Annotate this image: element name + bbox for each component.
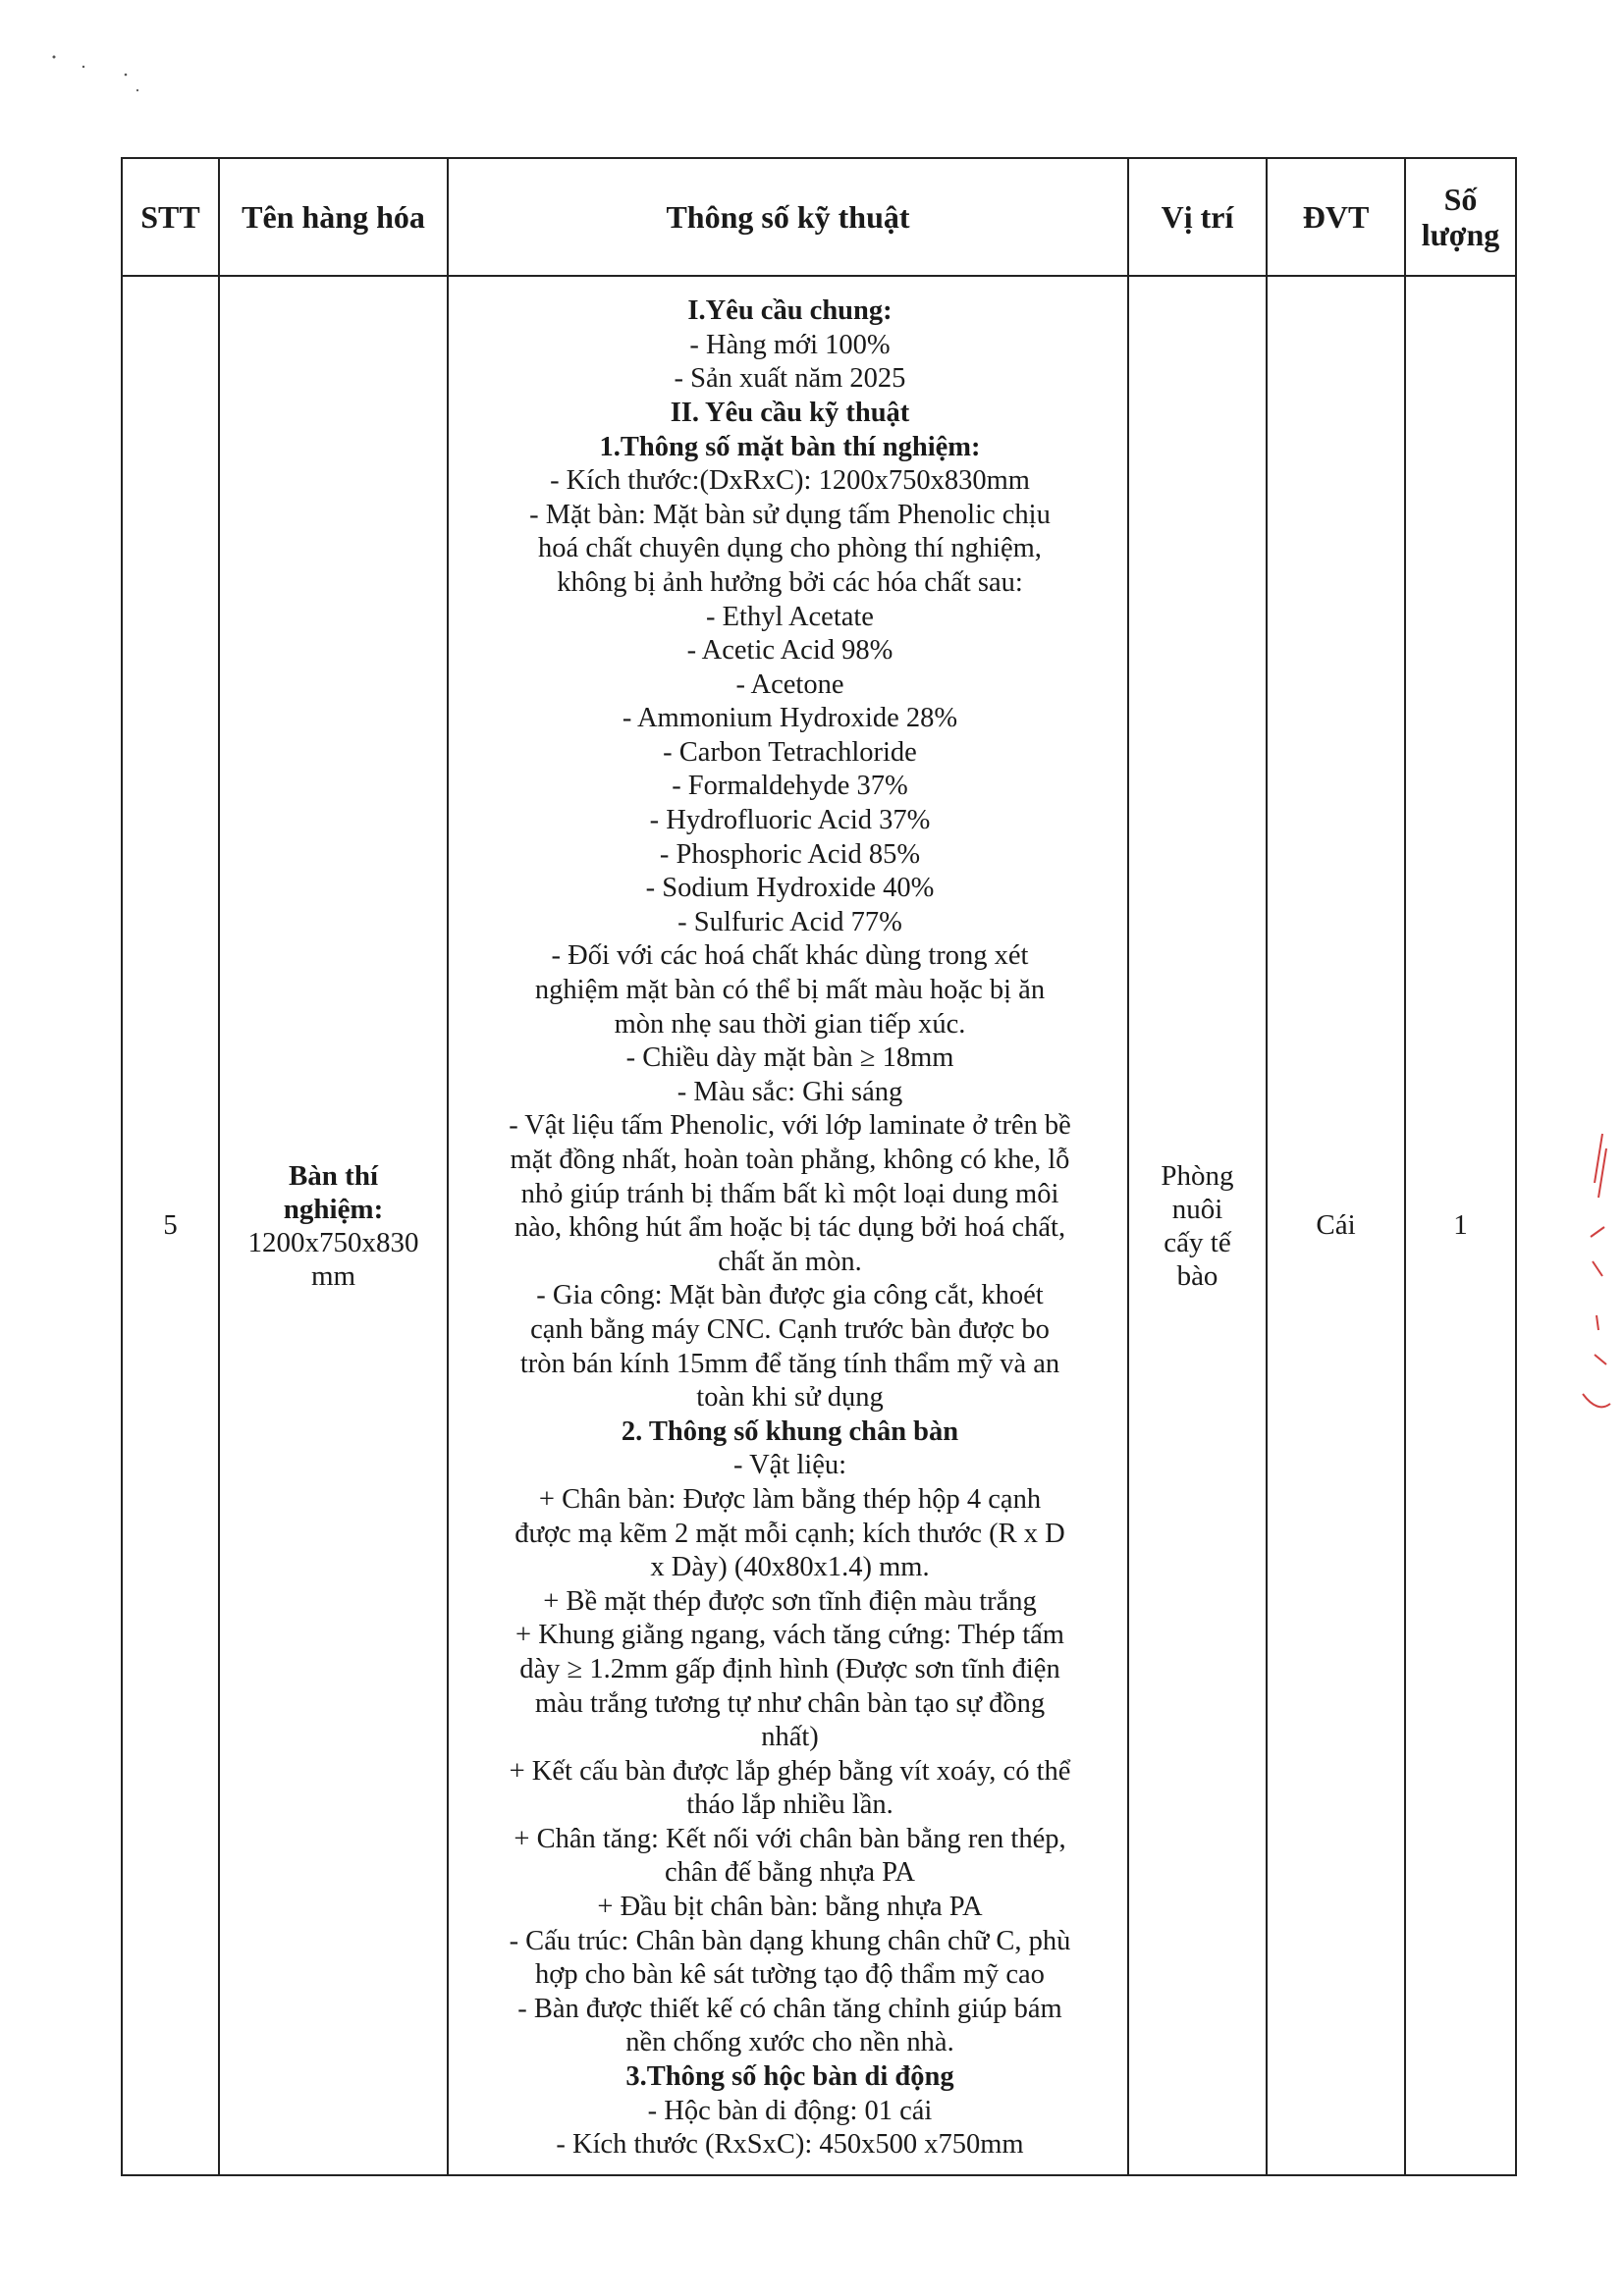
header-quantity-line-2: lượng — [1421, 217, 1500, 252]
spec-line: - Chiều dày mặt bàn ≥ 18mm — [625, 1042, 954, 1074]
header-unit: ĐVT — [1267, 158, 1405, 276]
spec-line: - Kích thước (RxSxC): 450x500 x750mm — [556, 2129, 1024, 2161]
product-name-line-2: nghiệm: — [283, 1193, 384, 1225]
cell-quantity: 1 — [1405, 276, 1516, 2175]
spec-line: - Acetic Acid 98% — [686, 635, 893, 667]
spec-line: - Sodium Hydroxide 40% — [645, 873, 935, 904]
spec-line: - Carbon Tetrachloride — [663, 736, 917, 768]
cell-unit: Cái — [1267, 276, 1405, 2175]
spec-line: hoá chất chuyên dụng cho phòng thí nghiệm, — [538, 533, 1042, 564]
spec-line: - Đối với các hoá chất khác dùng trong xét — [551, 940, 1029, 972]
header-quantity — [1405, 158, 1516, 276]
product-size-line-2: mm — [310, 1259, 356, 1292]
spec-line: nền chống xước cho nền nhà. — [625, 2027, 954, 2058]
spec-line: - Màu sắc: Ghi sáng — [677, 1076, 903, 1107]
spec-line: x Dày) (40x80x1.4) mm. — [650, 1552, 930, 1583]
spec-line: - Gia công: Mặt bàn được gia công cắt, khoét — [536, 1280, 1044, 1311]
spec-line: mặt đồng nhất, hoàn toàn phẳng, không có khe, lỗ — [510, 1145, 1070, 1176]
table-row — [122, 276, 1516, 2175]
cell-specifications — [448, 276, 1128, 2175]
spec-line: - Sulfuric Acid 77% — [677, 906, 902, 937]
spec-line: + Đầu bịt chân bàn: bằng nhựa PA — [597, 1892, 983, 1923]
header-specifications: Thông số kỹ thuật — [448, 158, 1128, 276]
spec-line: hợp cho bàn kê sát tường tạo độ thẩm mỹ cao — [535, 1959, 1045, 1991]
spec-line: nào, không hút ẩm hoặc bị tác dụng bởi hoá chất, — [514, 1212, 1066, 1244]
product-name-line-1: Bàn thí — [288, 1159, 379, 1192]
spec-line: không bị ảnh hưởng bởi các hóa chất sau: — [557, 566, 1023, 598]
spec-line: + Chân tăng: Kết nối với chân bàn bằng ren thép, — [514, 1823, 1066, 1854]
spec-line: màu trắng tương tự như chân bàn tạo sự đồng — [534, 1687, 1046, 1719]
spec-line: chất ăn mòn. — [718, 1246, 862, 1277]
header-quantity-line-1: Số — [1443, 182, 1478, 217]
spec-lines — [462, 294, 1117, 2163]
spec-line: - Ammonium Hydroxide 28% — [622, 703, 958, 734]
spec-heading: 3.Thông số hộc bàn di động — [625, 2061, 954, 2093]
spec-line: - Kích thước:(DxRxC): 1200x750x830mm — [550, 465, 1030, 497]
spec-line: - Ethyl Acetate — [706, 601, 874, 632]
product-size-line-1: 1200x750x830 — [247, 1226, 419, 1258]
spec-line: tròn bán kính 15mm để tăng tính thẩm mỹ và an — [519, 1348, 1060, 1379]
location-line-4: bào — [1176, 1259, 1218, 1292]
margin-signature-mark — [1573, 1129, 1612, 1423]
spec-line: - Hộc bàn di động: 01 cái — [647, 2095, 933, 2126]
header-stt: STT — [122, 158, 219, 276]
location-line-2: nuôi — [1171, 1193, 1223, 1225]
spec-line: nhỏ giúp tránh bị thấm bất kì một loại dung môi — [520, 1178, 1059, 1209]
spec-line: - Hydrofluoric Acid 37% — [649, 805, 931, 836]
spec-line: - Sản xuất năm 2025 — [674, 363, 906, 395]
spec-line: + Bề mặt thép được sơn tĩnh điện màu trắng — [543, 1585, 1037, 1617]
cell-stt: 5 — [122, 276, 219, 2175]
spec-heading: 1.Thông số mặt bàn thí nghiệm: — [599, 431, 981, 462]
spec-heading: II. Yêu cầu kỹ thuật — [670, 397, 910, 428]
spec-line: - Cấu trúc: Chân bàn dạng khung chân chữ C, phù — [509, 1925, 1071, 1956]
location-line-1: Phòng — [1161, 1159, 1234, 1192]
spec-line: dày ≥ 1.2mm gấp định hình (Được sơn tĩnh điện — [519, 1653, 1060, 1684]
table-header-row — [122, 158, 1516, 276]
spec-heading: I.Yêu cầu chung: — [687, 295, 893, 327]
spec-line: - Bàn được thiết kế có chân tăng chỉnh giúp bám — [517, 1993, 1062, 2024]
spec-line: + Chân bàn: Được làm bằng thép hộp 4 cạnh — [538, 1483, 1042, 1515]
spec-line: - Phosphoric Acid 85% — [659, 838, 921, 870]
spec-line: - Acetone — [735, 668, 844, 700]
spec-line: được mạ kẽm 2 mặt mỗi cạnh; kích thước (R x D — [514, 1518, 1065, 1549]
spec-line: + Kết cấu bàn được lắp ghép bằng vít xoáy, có thể — [509, 1755, 1071, 1787]
spec-line: toàn khi sử dụng — [696, 1382, 884, 1414]
spec-line: mòn nhẹ sau thời gian tiếp xúc. — [614, 1008, 966, 1040]
spec-heading: 2. Thông số khung chân bàn — [621, 1415, 959, 1447]
spec-line: cạnh bằng máy CNC. Cạnh trước bàn được bo — [530, 1313, 1050, 1345]
location-line-3: cấy tế — [1164, 1226, 1231, 1258]
spec-line: nhất) — [761, 1722, 819, 1753]
spec-line: - Vật liệu tấm Phenolic, với lớp laminate ở trên bề — [509, 1110, 1071, 1142]
cell-product-name — [219, 276, 448, 2175]
scan-specks — [39, 39, 157, 98]
spec-line: - Hàng mới 100% — [689, 329, 891, 360]
cell-location — [1128, 276, 1267, 2175]
spec-line: - Formaldehyde 37% — [672, 771, 908, 802]
spec-line: tháo lắp nhiều lần. — [686, 1789, 893, 1821]
header-product-name: Tên hàng hóa — [219, 158, 448, 276]
spec-line: - Mặt bàn: Mặt bàn sử dụng tấm Phenolic chịu — [529, 499, 1051, 530]
specification-table — [121, 157, 1517, 2176]
spec-line: chân đế bằng nhựa PA — [664, 1857, 915, 1889]
spec-line: + Khung giằng ngang, vách tăng cứng: Thép tấm — [515, 1620, 1064, 1651]
spec-line: - Vật liệu: — [732, 1450, 847, 1481]
spec-line: nghiệm mặt bàn có thể bị mất màu hoặc bị ăn — [534, 975, 1046, 1006]
header-location: Vị trí — [1128, 158, 1267, 276]
